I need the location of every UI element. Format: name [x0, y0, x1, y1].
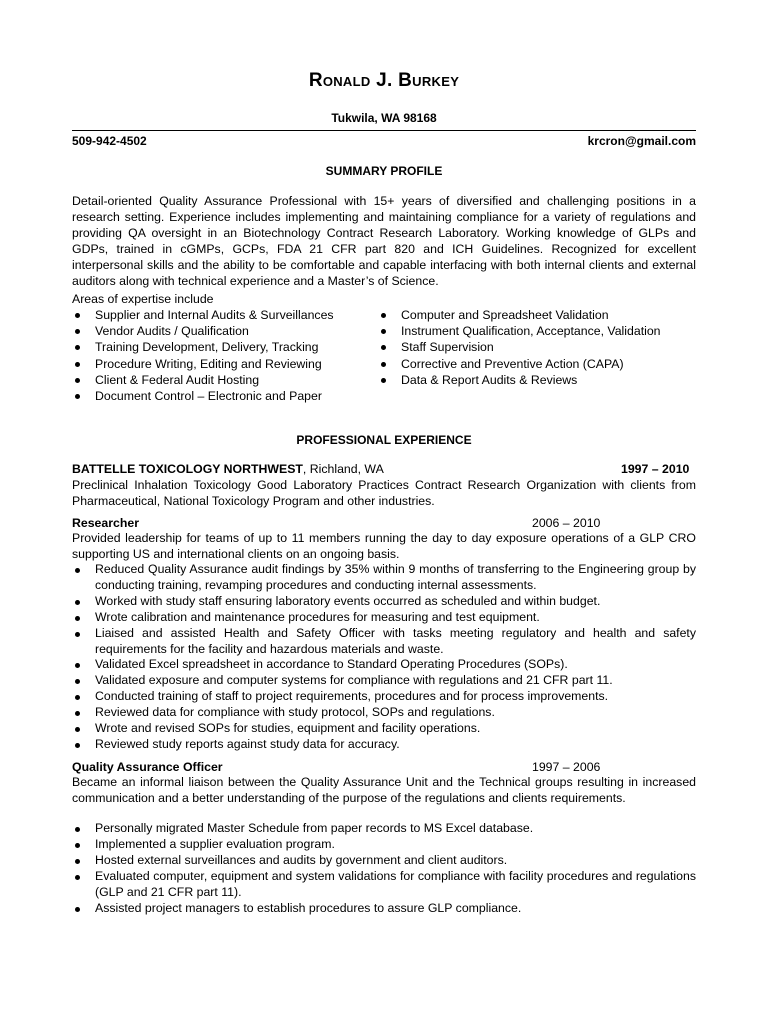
- role-title: Quality Assurance Officer: [72, 760, 223, 774]
- candidate-email: krcron@gmail.com: [587, 134, 696, 148]
- candidate-name: Ronald J. Burkey: [308, 70, 460, 91]
- role-title: Researcher: [72, 516, 139, 530]
- summary-heading: SUMMARY PROFILE: [325, 164, 443, 178]
- experience-heading: PROFESSIONAL EXPERIENCE: [296, 433, 472, 447]
- list-item: Reduced Quality Assurance audit findings by 35% within 9 months of transferring to the Engineering group by conducting training, revamping procedures and conducting internal assessments.: [72, 562, 696, 594]
- role-years: 2006 – 2010: [532, 516, 601, 530]
- list-item: Procedure Writing, Editing and Reviewing: [72, 356, 372, 372]
- list-item: Reviewed study reports against study data for accuracy.: [72, 737, 696, 753]
- role-years: 1997 – 2006: [532, 760, 601, 774]
- list-item: Training Development, Delivery, Tracking: [72, 339, 372, 355]
- areas-left-list: [72, 307, 372, 404]
- list-item: Computer and Spreadsheet Validation: [378, 307, 698, 323]
- list-item: Conducted training of staff to project requirements, procedures and for process improvements.: [72, 689, 696, 705]
- list-item: Implemented a supplier evaluation program.: [72, 837, 696, 853]
- company-name: BATTELLE TOXICOLOGY NORTHWEST: [72, 462, 303, 476]
- list-item: Vendor Audits / Qualification: [72, 323, 372, 339]
- list-item: Document Control – Electronic and Paper: [72, 388, 372, 404]
- list-item: Hosted external surveillances and audits by government and client auditors.: [72, 853, 696, 869]
- list-item: Wrote calibration and maintenance procedures for measuring and test equipment.: [72, 610, 696, 626]
- list-item: Validated exposure and computer systems for compliance with regulations and 21 CFR part 11.: [72, 673, 696, 689]
- list-item: Worked with study staff ensuring laboratory events occurred as scheduled and within budget.: [72, 594, 696, 610]
- list-item: Liaised and assisted Health and Safety Officer with tasks meeting regulatory and health and safety requirements for the facility and hazardous materials and waste.: [72, 626, 696, 658]
- company-years: 1997 – 2010: [621, 462, 690, 476]
- company-description: Preclinical Inhalation Toxicology Good Laboratory Practices Contract Research Organization with clients from Pharmaceutical, National Toxicology Program and other industries.: [72, 478, 696, 508]
- list-item: Data & Report Audits & Reviews: [378, 372, 698, 388]
- summary-paragraph: Detail-oriented Quality Assurance Professional with 15+ years of diversified and challenging positions in a research setting. Experience includes implementing and maintaining compliance for a variety of regulations and providing QA oversight in an Biotechnology Contract Research Laboratory. Working knowledge of GLPs and GDPs, trained in cGMPs, GCPs, FDA 21 CFR part 820 and ICH Guidelines. Recognized for excellent interpersonal skills and the ability to be comfortable and capable interfacing with both internal clients and external auditors along with technical experience and a Master’s of Science.: [72, 194, 696, 288]
- list-item: Client & Federal Audit Hosting: [72, 372, 372, 388]
- list-item: Assisted project managers to establish procedures to assure GLP compliance.: [72, 901, 696, 917]
- list-item: Staff Supervision: [378, 339, 698, 355]
- list-item: Supplier and Internal Audits & Surveillances: [72, 307, 372, 323]
- candidate-phone: 509-942-4502: [72, 134, 147, 148]
- list-item: Wrote and revised SOPs for studies, equipment and facility operations.: [72, 721, 696, 737]
- role-description: Became an informal liaison between the Quality Assurance Unit and the Technical groups resulting in increased communication and a better understanding of the purpose of the regulations and clients requirements.: [72, 775, 696, 805]
- list-item: Corrective and Preventive Action (CAPA): [378, 356, 698, 372]
- company-location: , Richland, WA: [302, 462, 384, 476]
- list-item: Reviewed data for compliance with study protocol, SOPs and regulations.: [72, 705, 696, 721]
- areas-right-list: [378, 307, 698, 388]
- list-item: Evaluated computer, equipment and system validations for compliance with facility procedures and regulations (GLP and 21 CFR part 11).: [72, 869, 696, 901]
- company-line: [72, 462, 384, 476]
- list-item: Instrument Qualification, Acceptance, Validation: [378, 323, 698, 339]
- role-description: Provided leadership for teams of up to 11 members running the day to day exposure operations of a GLP CRO supporting US and international clients on an ongoing basis.: [72, 531, 696, 561]
- candidate-city: Tukwila, WA 98168: [331, 111, 437, 125]
- list-item: Validated Excel spreadsheet in accordance to Standard Operating Procedures (SOPs).: [72, 657, 696, 673]
- list-item: Personally migrated Master Schedule from paper records to MS Excel database.: [72, 821, 696, 837]
- areas-lead: Areas of expertise include: [72, 292, 214, 306]
- header-divider: [72, 130, 696, 131]
- role-bullets: [72, 821, 696, 916]
- role-bullets: [72, 562, 696, 753]
